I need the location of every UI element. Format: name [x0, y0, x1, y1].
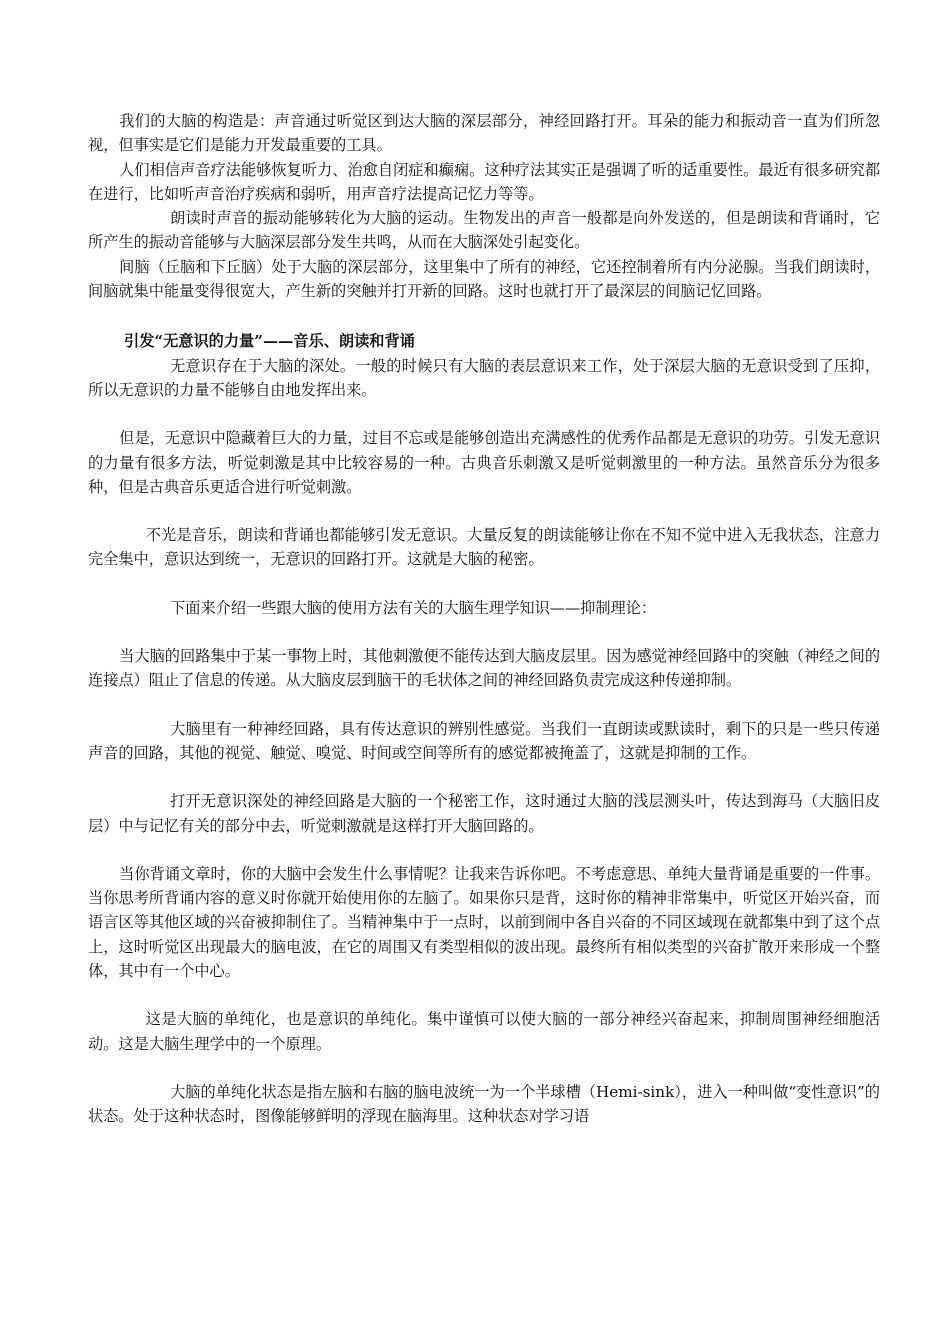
- paragraph-diencephalon: 间脑（丘脑和下丘脑）处于大脑的深层部分，这里集中了所有的神经，它还控制着所有内分泌腺。当我们朗读时，间脑就集中能量变得很宽大，产生新的突触并打开新的回路。这时也就打开了最深层的间脑记忆回路。: [88, 257, 880, 301]
- paragraph-unconscious-power: 但是，无意识中隐藏着巨大的力量，过目不忘或是能够创造出充满感性的优秀作品都是无意识的功劳。引发无意识的力量有很多方法，听觉刺激是其中比较容易的一种。古典音乐刺激又是听觉刺激里的一种方法。虽然音乐分为很多种，但是古典音乐更适合进行听觉刺激。: [88, 429, 880, 496]
- paragraph-unconscious-depth: 无意识存在于大脑的深处。一般的时候只有大脑的表层意识来工作，处于深层大脑的无意识受到了压抑，所以无意识的力量不能够自由地发挥出来。: [88, 356, 880, 399]
- paragraph-inhibition-intro: 下面来介绍一些跟大脑的使用方法有关的大脑生理学知识——抑制理论：: [170, 598, 657, 617]
- paragraph-discriminative-sense: 大脑里有一种神经回路，具有传达意识的辨别性感觉。当我们一直朗读或默读时，剩下的只是一些只传递声音的回路，其他的视觉、触觉、嗅觉、时间或空间等所有的感觉都被掩盖了，这就是抑制的工作。: [88, 719, 880, 762]
- paragraph-sound-therapy: 人们相信声音疗法能够恢复听力、治愈自闭症和癫痫。这种疗法其实正是强调了听的适重要性。最近有很多研究都在进行，比如听声音治疗疾病和弱听，用声音疗法提高记忆力等等。: [88, 160, 880, 203]
- paragraph-music-reading: 不光是音乐，朗读和背诵也都能够引发无意识。大量反复的朗读能够让你在不知不觉中进入无我状态，注意力完全集中，意识达到统一，无意识的回路打开。这就是大脑的秘密。: [88, 526, 880, 569]
- paragraph-simplification: 这是大脑的单纯化，也是意识的单纯化。集中谨慎可以使大脑的一部分神经兴奋起来，抑制周围神经细胞活动。这是大脑生理学中的一个原理。: [88, 1010, 880, 1053]
- paragraph-recitation: 当你背诵文章时，你的大脑中会发生什么事情呢？让我来告诉你吧。不考虑意思、单纯大量背诵是重要的一件事。当你思考所背诵内容的意义时你就开始使用你的左脑了。如果你只是背，这时你的精神非常集中，听觉区开始兴奋，而语言区等其他区域的兴奋被抑制住了。当精神集中于一点时，以前到闹中各自兴奋的不同区域现在就都集中到了这个点上，这时听觉区出现最大的脑电波，在它的周围又有类型相似的波出现。最终所有相似类型的兴奋扩散开来形成一个整体，其中有一个中心。: [88, 864, 880, 981]
- paragraph-circuit-focus: 当大脑的回路集中于某一事物上时，其他刺激便不能传达到大脑皮层里。因为感觉神经回路中的突触（神经之间的连接点）阻止了信息的传递。从大脑皮层到脑干的毛状体之间的神经回路负责完成这种传递抑制。: [88, 647, 880, 690]
- paragraph-hippocampus: 打开无意识深处的神经回路是大脑的一个秘密工作，这时通过大脑的浅层测头叶，传达到海马（大脑旧皮层）中与记忆有关的部分中去，听觉刺激就是这样打开大脑回路的。: [88, 792, 880, 835]
- section-heading: 引发“无意识的力量”——音乐、朗读和背诵: [124, 332, 415, 351]
- paragraph-reading-vibration: 朗读时声音的振动能够转化为大脑的运动。生物发出的声音一般都是向外发送的，但是朗读和背诵时，它所产生的振动音能够与大脑深层部分发生共鸣，从而在大脑深处引起变化。: [88, 209, 880, 252]
- paragraph-hemi-sink: 大脑的单纯化状态是指左脑和右脑的脑电波统一为一个半球槽（Hemi-sink），进入一种叫做“变性意识”的状态。处于这种状态时，图像能够鲜明的浮现在脑海里。这种状态对学习语: [88, 1082, 880, 1126]
- paragraph-brain-structure: 我们的大脑的构造是：声音通过听觉区到达大脑的深层部分，神经回路打开。耳朵的能力和振动音一直为们所忽视，但事实是它们是能力开发最重要的工具。: [88, 112, 880, 155]
